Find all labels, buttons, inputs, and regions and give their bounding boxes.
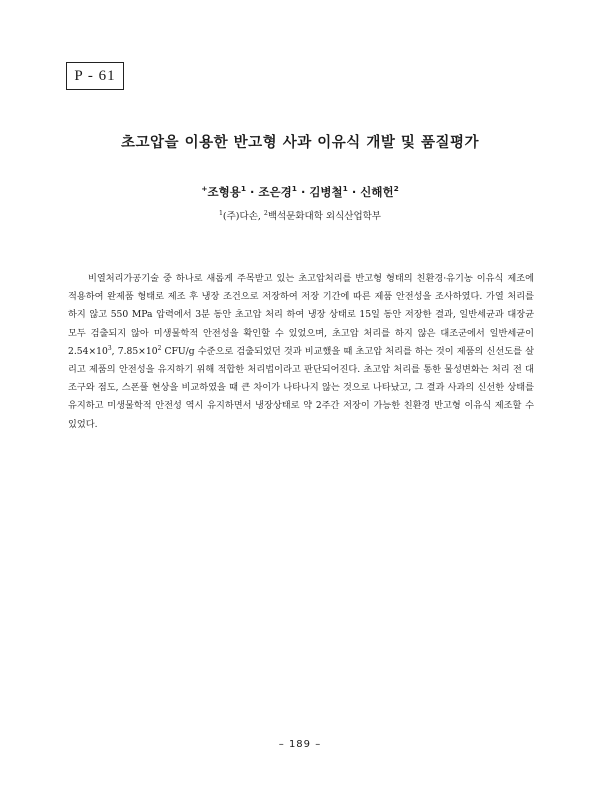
abstract [68,270,534,434]
exponent: 3 [107,344,112,352]
author: 신해헌$^2$ [360,184,399,199]
author: 김병철$^1$ [309,184,348,199]
author-affil-sup: 1 [342,184,348,194]
corresponding-mark: + [201,184,208,194]
abstract-paragraph: 비열처리가공기술 중 하나로 새롭게 주목받고 있는 초고압처리를 반고형 형태의 친환경·유기농 이유식 제조에 적용하여 완제품 형태로 제조 후 냉장 조건으로 저장하여 저장 기간에 따른 제품 안전성을 조사하였다. 가열 처리를 하지 않고 550 MPa 압력에서 3분 동안 초고압 처리 하여 냉장 상태로 15일 동안 저장한 결과, 일반세균과 대장균 모두 검출되지 않아 미생물학적 안전성을 확인할 수 있었으며, 초고압 처리를 하지 않은 대조군에서 일반세균이 $2.54\times 10^3$, $7.85\times 10^2$ CFU/g 수준으로 검출되었던 것과 비교했을 때 초고압 처리를 하는 것이 제품의 신선도를 살리고 제품의 안전성을 유지하기 위해 적합한 처리법이라고 판단되어진다. 초고압 처리를 통한 물성변화는 처리 전 대조구와 점도, 스폰풀 현상을 비교하였을 때 큰 차이가 나타나지 않는 것으로 나타났고, 그 결과 사과의 신선한 상태를 유지하고 미생물학적 안전성 역시 유지하면서 냉장상태로 약 2주간 저장이 가능한 친환경 반고형 이유식 제조할 수 있었다. [68,273,535,430]
author-affil-sup: 1 [291,184,297,194]
affiliation: (주)다손, [222,211,261,222]
author-separator: · [347,185,361,199]
affiliations [60,208,540,222]
author-separator: · [246,185,259,199]
author-affil-sup: 1 [240,184,247,194]
author: +조형용$^1$ [201,184,247,199]
affil-sup: 2 [263,209,268,217]
exponent: 2 [157,344,162,352]
author: 조은경$^1$ [258,184,297,199]
paper-title: 초고압을 이용한 반고형 사과 이유식 개발 및 품질평가 [121,135,479,151]
poster-code-box [66,62,124,90]
poster-code: P - 61 [74,68,116,84]
affil-sup: 1 [219,209,223,217]
author-affil-sup: 2 [393,184,399,194]
author-separator: · [296,185,310,199]
author-list [60,184,540,200]
affiliation: 백석문화대학 외식산업학부 [267,211,381,222]
page-number: – 189 – [278,739,322,750]
